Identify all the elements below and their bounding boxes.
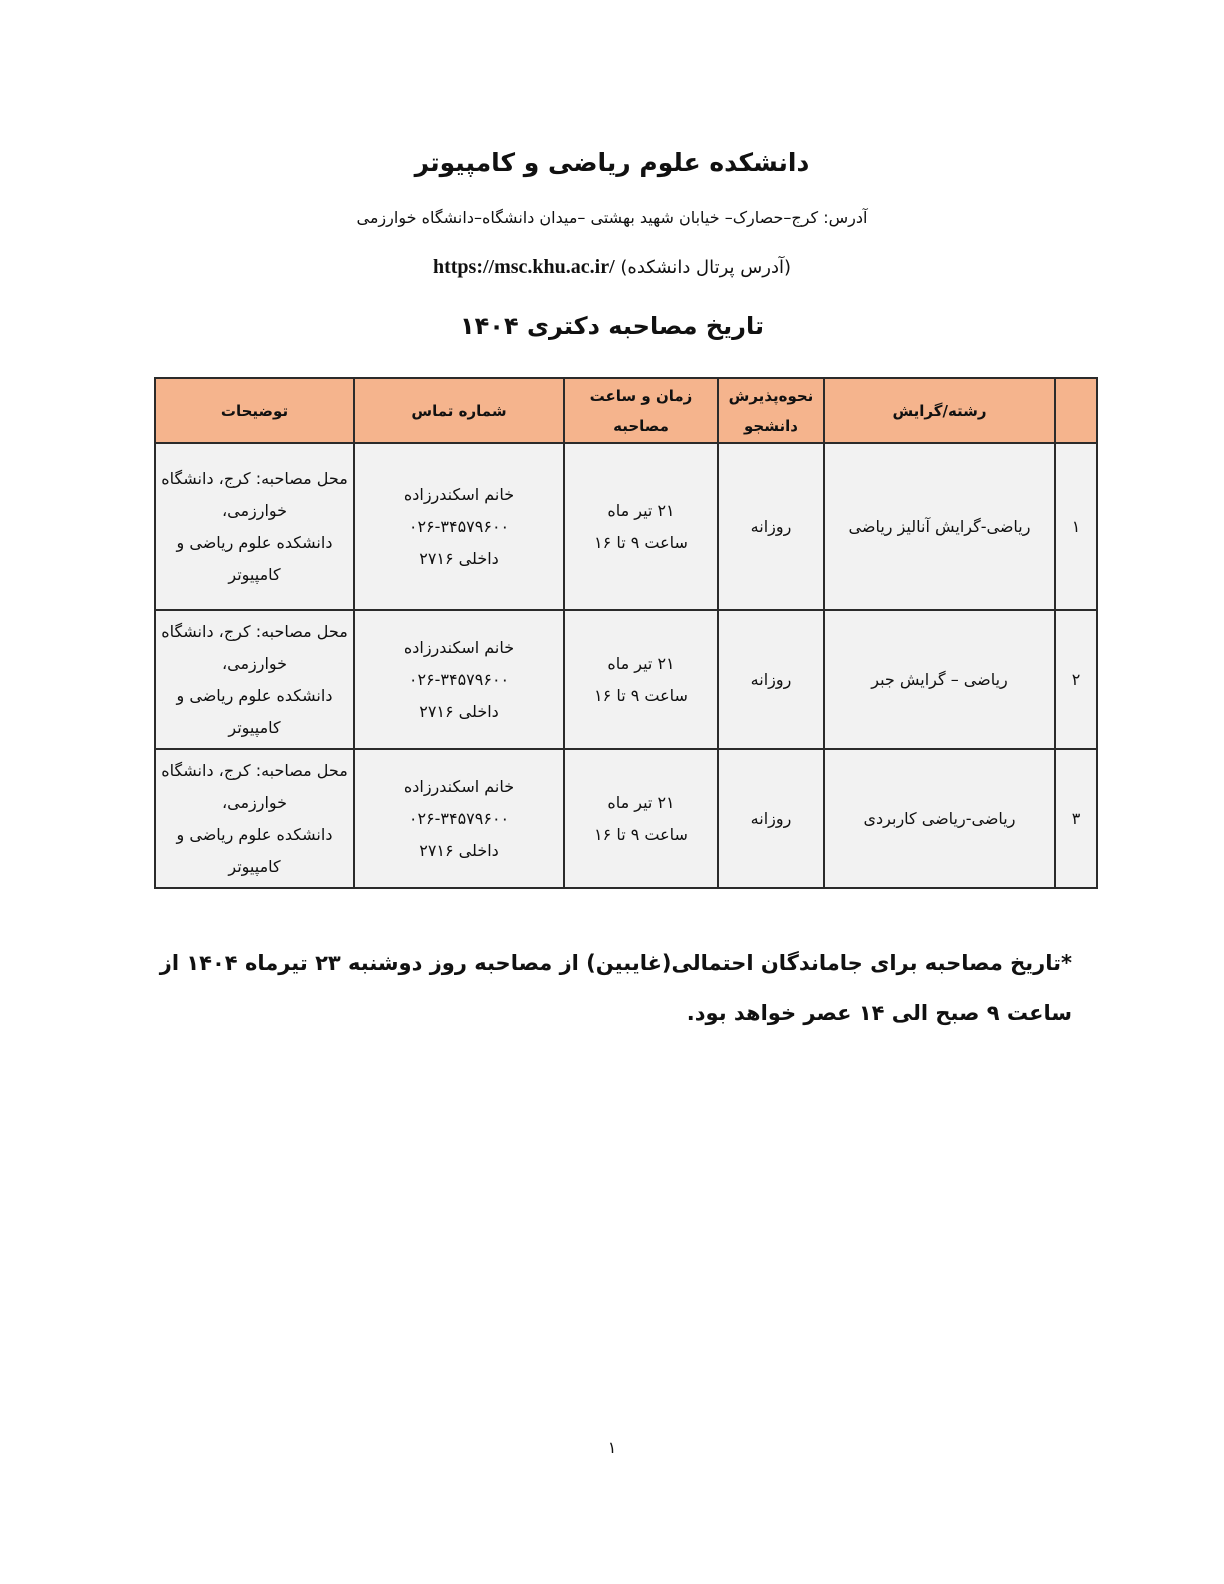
address-line: آدرس: کرج–حصارک– خیابان شهید بهشتی –میدان دانشگاه–دانشگاه خوارزمی [356, 208, 868, 227]
header-admission-line2: دانشجو [744, 416, 798, 435]
row-notes [155, 749, 354, 888]
header-time-line1: زمان و ساعت [589, 386, 693, 405]
row-time-hours: ساعت ۹ تا ۱۶ [594, 532, 688, 552]
table-row [155, 749, 1097, 888]
row-notes-line: محل مصاحبه: کرج، دانشگاه [161, 760, 348, 780]
page-number: ۱ [607, 1438, 617, 1457]
row-contact-phone: ۰۲۶-۳۴۵۷۹۶۰۰ [408, 808, 510, 828]
row-time [564, 610, 718, 749]
row-time-date: ۲۱ تیر ماه [607, 500, 675, 520]
row-number: ۱ [1055, 443, 1097, 610]
row-number: ۳ [1055, 749, 1097, 888]
portal-line [0, 256, 1224, 279]
row-notes-line: خوارزمی، [221, 500, 288, 520]
row-time-date: ۲۱ تیر ماه [607, 792, 675, 812]
header-notes: توضیحات [155, 378, 354, 443]
row-field: ریاضی – گرایش جبر [824, 610, 1055, 749]
row-contact-ext: داخلی ۲۷۱۶ [419, 840, 499, 860]
row-admission: روزانه [718, 443, 824, 610]
row-contact-phone: ۰۲۶-۳۴۵۷۹۶۰۰ [408, 669, 510, 689]
row-admission: روزانه [718, 749, 824, 888]
header-contact: شماره تماس [354, 378, 564, 443]
row-contact [354, 443, 564, 610]
row-field: ریاضی-گرایش آنالیز ریاضی [824, 443, 1055, 610]
row-notes [155, 610, 354, 749]
table-row [155, 610, 1097, 749]
header-time [564, 378, 718, 443]
row-time-hours: ساعت ۹ تا ۱۶ [594, 824, 688, 844]
schedule-title: تاریخ مصاحبه دکتری ۱۴۰۴ [460, 312, 764, 340]
row-notes-line: دانشکده علوم ریاضی و [176, 532, 333, 552]
row-time-hours: ساعت ۹ تا ۱۶ [594, 685, 688, 705]
interview-schedule-table [154, 377, 1098, 889]
row-contact-name: خانم اسکندرزاده [403, 776, 515, 796]
portal-url-link[interactable]: https://msc.khu.ac.ir/ [432, 256, 615, 278]
header-number [1055, 378, 1097, 443]
table-row [155, 443, 1097, 610]
header-field: رشته/گرایش [824, 378, 1055, 443]
row-admission: روزانه [718, 610, 824, 749]
row-time [564, 443, 718, 610]
row-notes-line: خوارزمی، [221, 792, 288, 812]
row-notes-line: خوارزمی، [221, 653, 288, 673]
row-contact [354, 610, 564, 749]
row-contact-ext: داخلی ۲۷۱۶ [419, 548, 499, 568]
row-contact-ext: داخلی ۲۷۱۶ [419, 701, 499, 721]
portal-label: (آدرس پرتال دانشکده) [620, 257, 791, 278]
header-admission [718, 378, 824, 443]
row-notes-line: کامپیوتر [228, 564, 281, 584]
header-admission-line1: نحوه‌پذیرش [728, 386, 814, 405]
row-notes-line: دانشکده علوم ریاضی و [176, 685, 333, 705]
row-notes-line: کامپیوتر [228, 717, 281, 737]
row-time [564, 749, 718, 888]
row-notes [155, 443, 354, 610]
row-number: ۲ [1055, 610, 1097, 749]
row-notes-line: کامپیوتر [228, 856, 281, 876]
row-contact-name: خانم اسکندرزاده [403, 637, 515, 657]
row-contact-name: خانم اسکندرزاده [403, 484, 515, 504]
absentee-interview-note: *تاریخ مصاحبه برای جاماندگان احتمالی(غایبین) از مصاحبه روز دوشنبه ۲۳ تیرماه ۱۴۰۴ از ساعت ۹ صبح الی ۱۴ عصر خواهد بود. [159, 951, 1072, 1025]
faculty-title: دانشکده علوم ریاضی و کامپیوتر [414, 148, 810, 177]
row-contact [354, 749, 564, 888]
header-time-line2: مصاحبه [613, 416, 669, 435]
row-field: ریاضی-ریاضی کاربردی [824, 749, 1055, 888]
row-notes-line: محل مصاحبه: کرج، دانشگاه [161, 621, 348, 641]
row-notes-line: محل مصاحبه: کرج، دانشگاه [161, 468, 348, 488]
row-contact-phone: ۰۲۶-۳۴۵۷۹۶۰۰ [408, 516, 510, 536]
table-header-row [155, 378, 1097, 443]
row-time-date: ۲۱ تیر ماه [607, 653, 675, 673]
row-notes-line: دانشکده علوم ریاضی و [176, 824, 333, 844]
